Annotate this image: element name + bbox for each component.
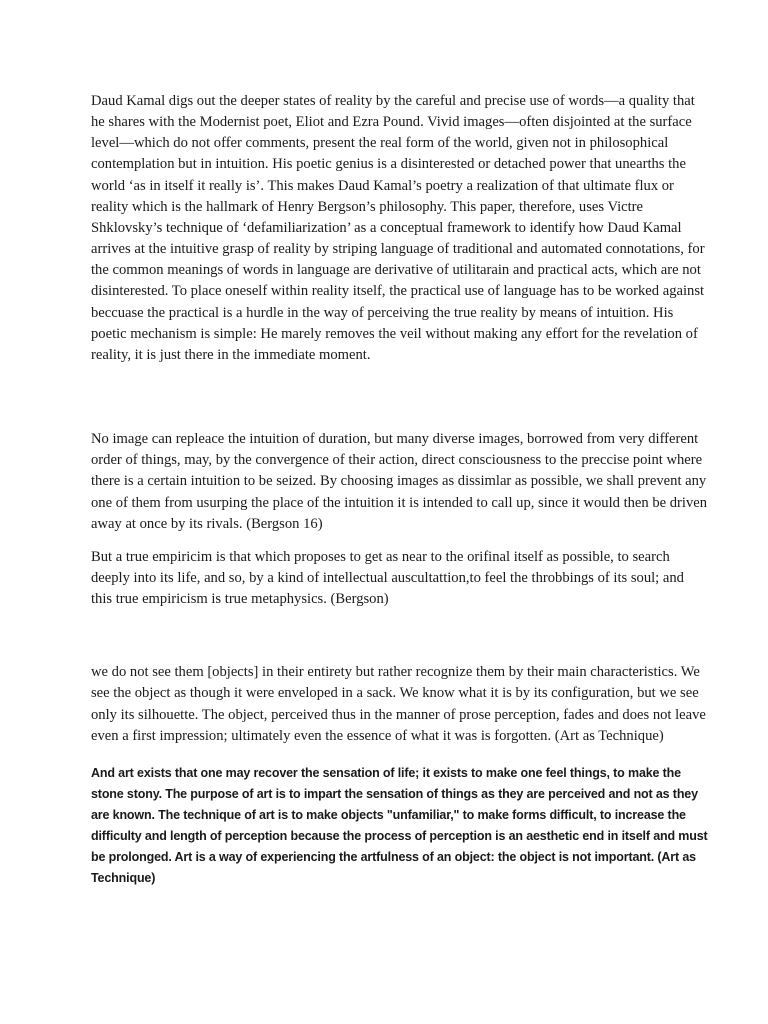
bergson-quote-duration: No image can repleace the intuition of duration, but many diverse images, borrowed from very different order of things, may, by the convergence of their action, direct consciousness to the preccise point where there is a certain intuition to be seized. By choosing images as dissimlar as possible, we shall prevent any one of them from usurping the place of the intuition it is intended to call up, since it would then be driven away at once by its rivals. (Bergson 16) — [91, 431, 708, 532]
shklovsky-quote-art: And art exists that one may recover the sensation of life; it exists to make one feel things, to make the stone stony. The purpose of art is to impart the sensation of things as they are perceived and not as they are known. The technique of art is to make objects "unfamiliar," to make forms difficult, to increase the difficulty and length of perception because the process of perception is an aesthetic end in itself and must be prolonged. Art is a way of experiencing the artfulness of an object: the object is not important. (Art as Technique) — [91, 765, 708, 885]
shklovsky-quote-perception: we do not see them [objects] in their entirety but rather recognize them by their main characteristics. We see the object as though it were enveloped in a sack. We know what it is by its configuration, but we see only its silhouette. The object, perceived thus in the manner of prose perception, fades and does not leave even a first impression; ultimately even the essence of what it was is forgotten. (Art as Technique) — [91, 664, 706, 744]
bergson-quote-empiricism: But a true empiricim is that which proposes to get as near to the orifinal itself as possible, to search deeply into its life, and so, by a kind of intellectual auscultattion,to feel the throbbings of its soul; and this true empiricism is true metaphysics. (Bergson) — [91, 548, 684, 608]
intro-paragraph: Daud Kamal digs out the deeper states of reality by the careful and precise use of words—a quality that he shares with the Modernist poet, Eliot and Ezra Pound. Vivid images—often disjointed at the surface level—which do not offer comments, present the real form of the world, given not in philosophical contemplation but in intuition. His poetic genius is a disinterested or detached power that unearths the world ‘as in itself it really is’. This makes Daud Kamal’s poetry a realization of that ultimate flux or reality which is the hallmark of Henry Bergson’s philosophy. This paper, therefore, uses Victre Shklovsky’s technique of ‘defamiliarization’ as a conceptual framework to identify how Daud Kamal arrives at the intuitive grasp of reality by striping language of traditional and automated connotations, for the common meanings of words in language are derivative of utilitarain and practical acts, which are not disinterested. To place oneself within reality itself, the practical use of language has to be worked against beccuase the practical is a hurdle in the way of perceiving the true reality by means of intuition. His poetic mechanism is simple: He marely removes the veil without making any effort for the revelation of reality, it is just there in the immediate moment. — [91, 93, 705, 363]
